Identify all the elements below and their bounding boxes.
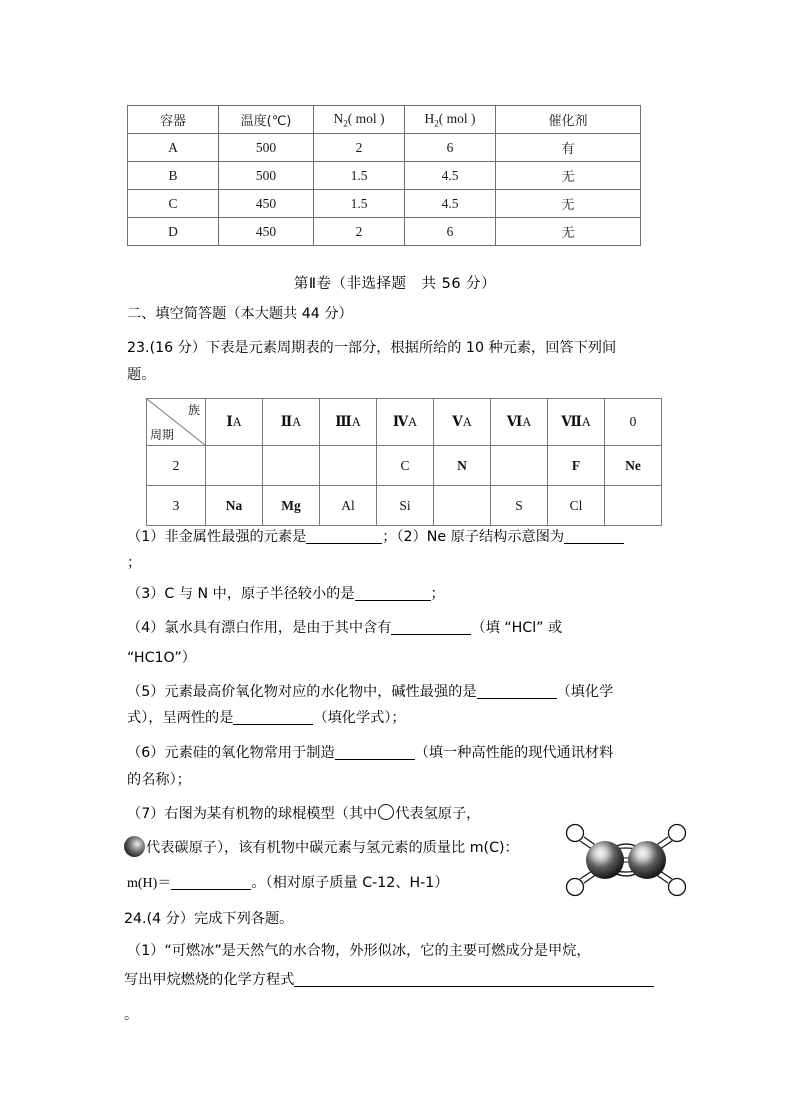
group-header-1A	[206, 399, 263, 446]
q23-item7-text: （7）右图为某有机物的球棍模型（其中	[127, 806, 378, 822]
cell-vessel: A	[128, 134, 219, 162]
element-cell-Ne: Ne	[605, 446, 662, 486]
group-header-0	[605, 399, 662, 446]
periodic-row-period2	[147, 446, 662, 486]
q23-item-2-cont: ；	[127, 555, 142, 571]
periodic-table-fragment	[146, 398, 662, 526]
q23-item6-text: （6）元素硅的氧化物常用于制造	[127, 745, 335, 761]
element-cell-Na: Na	[206, 486, 263, 526]
table-row	[128, 190, 641, 218]
group-header-7A	[548, 399, 605, 446]
group-roman: Ⅵ	[506, 414, 523, 429]
q23-item-7-answer	[127, 872, 449, 895]
q24-stem: 24.(4 分）完成下列各题。	[124, 911, 294, 927]
answer-blank-7[interactable]	[335, 744, 415, 760]
cell-n2: 1.5	[314, 190, 405, 218]
q23-item7-tail: 代表氢原子，	[395, 806, 481, 822]
group-letter: A	[351, 415, 361, 429]
cell-catalyst: 无	[496, 162, 641, 190]
table-row	[128, 134, 641, 162]
group-roman: Ⅶ	[561, 414, 582, 429]
table-row	[128, 218, 641, 246]
carbon-atom-icon	[124, 836, 145, 857]
group-header-4A	[377, 399, 434, 446]
element-cell	[605, 486, 662, 526]
answer-blank-2[interactable]	[564, 528, 624, 544]
q23-item1-text: （1）非金属性最强的元素是	[127, 529, 307, 545]
element-cell-Cl: Cl	[548, 486, 605, 526]
group-letter: A	[408, 415, 418, 429]
answer-blank-8[interactable]	[171, 874, 251, 890]
element-cell-S: S	[491, 486, 548, 526]
cell-n2: 2	[314, 218, 405, 246]
ethylene-svg	[560, 815, 692, 903]
group-roman: Ⅲ	[335, 414, 352, 429]
q23-item6-tail: （填一种高性能的现代通讯材料	[414, 745, 614, 761]
mass-ratio-label: m(H)＝	[127, 876, 172, 891]
group-roman: Ⅳ	[392, 414, 409, 429]
cell-catalyst: 无	[496, 218, 641, 246]
hydrogen-sphere-bottom-left	[567, 879, 584, 896]
q23-item5-text2: 式），呈两性的是	[127, 710, 234, 726]
q23-item5-tail: （填化学	[556, 684, 614, 700]
cell-h2: 4.5	[405, 190, 496, 218]
answer-blank-1[interactable]	[306, 528, 382, 544]
answer-blank-equation[interactable]	[294, 971, 654, 987]
group-letter: A	[232, 415, 242, 429]
q23-item-5-cont	[127, 707, 406, 729]
q24-item-1-period: 。	[124, 1007, 139, 1023]
q23-item5-text: （5）元素最高价氧化物对应的水化物中，碱性最强的是	[127, 684, 477, 700]
q23-item2-text: ；（2）Ne 原子结构示意图为	[382, 529, 565, 545]
hydrogen-sphere-top-right	[669, 825, 686, 842]
element-cell	[263, 446, 320, 486]
answer-blank-3[interactable]	[355, 585, 431, 601]
q23-stem-line2: 题。	[127, 367, 156, 383]
group-roman: Ⅱ	[280, 414, 293, 429]
group-roman: Ⅰ	[226, 414, 233, 429]
q23-item3-text: （3）C 与 N 中，原子半径较小的是	[127, 586, 355, 602]
cell-catalyst: 有	[496, 134, 641, 162]
periodic-header-row	[147, 399, 662, 446]
cell-n2: 2	[314, 134, 405, 162]
cell-temp: 500	[219, 162, 314, 190]
corner-diagonal	[147, 399, 205, 445]
q23-item7-tail2: 。（相对原子质量 C-12、H-1）	[251, 875, 449, 891]
element-cell-C: C	[377, 446, 434, 486]
cell-h2: 6	[405, 218, 496, 246]
q23-item-1-2	[127, 526, 624, 548]
h2-unit: ( mol )	[438, 110, 476, 126]
table-row	[128, 162, 641, 190]
group-roman: Ⅴ	[452, 414, 463, 429]
n2-unit: ( mol )	[347, 110, 385, 126]
corner-group-label: 族	[187, 403, 200, 417]
group-letter: A	[581, 415, 591, 429]
element-cell-F: F	[548, 446, 605, 486]
group-header-5A	[434, 399, 491, 446]
n2-symbol: N	[333, 110, 344, 126]
element-cell	[491, 446, 548, 486]
n2-subscript: 2	[343, 118, 348, 129]
cell-h2: 4.5	[405, 162, 496, 190]
element-cell-Al: Al	[320, 486, 377, 526]
q23-item5-tail2: （填化学式）；	[313, 710, 406, 726]
periodic-row-period3	[147, 486, 662, 526]
element-cell	[320, 446, 377, 486]
q23-item-4	[127, 617, 562, 639]
q23-item-7-cont	[123, 836, 519, 859]
group-letter: A	[462, 415, 472, 429]
header-catalyst: 催化剂	[496, 106, 641, 134]
q23-item-5	[127, 681, 613, 703]
answer-blank-4[interactable]	[391, 619, 471, 635]
q24-equation-label: 写出甲烷燃烧的化学方程式	[124, 972, 295, 988]
h2-subscript: 2	[434, 118, 439, 129]
q23-item-6-cont: 的名称）；	[127, 772, 191, 788]
q23-item-4-cont: “HC1O”）	[127, 650, 196, 666]
q24-item-1-cont	[124, 969, 654, 991]
header-h2	[405, 106, 496, 134]
section-heading: 二、填空简答题（本大题共 44 分）	[127, 306, 353, 322]
group-header-2A	[263, 399, 320, 446]
header-n2	[314, 106, 405, 134]
hydrogen-sphere-bottom-right	[669, 879, 686, 896]
hydrogen-atom-icon	[378, 804, 394, 820]
element-cell	[434, 486, 491, 526]
cell-temp: 500	[219, 134, 314, 162]
element-cell	[206, 446, 263, 486]
cell-n2: 1.5	[314, 162, 405, 190]
q24-item-1: （1）“可燃冰”是天然气的水合物，外形似冰，它的主要可燃成分是甲烷，	[127, 943, 591, 959]
group-letter: A	[522, 415, 532, 429]
cell-temp: 450	[219, 190, 314, 218]
corner-period-label: 周期	[150, 428, 175, 442]
ethylene-ball-and-stick-model	[560, 815, 692, 903]
q23-item-3	[127, 583, 445, 605]
q23-stem-line1: 23.(16 分）下表是元素周期表的一部分，根据所给的 10 种元素，回答下列间	[127, 340, 617, 356]
section-title: 第Ⅱ卷（非选择题 共 56 分）	[293, 276, 497, 292]
table-header-row	[128, 106, 641, 134]
group-header-6A	[491, 399, 548, 446]
q23-item3-tail: ；	[430, 586, 445, 602]
cell-h2: 6	[405, 134, 496, 162]
vessel-conditions-table	[127, 105, 641, 246]
answer-blank-5[interactable]	[477, 683, 557, 699]
cell-vessel: B	[128, 162, 219, 190]
element-cell-Si: Si	[377, 486, 434, 526]
header-temperature: 温度(℃)	[219, 106, 314, 134]
answer-blank-6[interactable]	[233, 709, 313, 725]
q23-item-6	[127, 742, 613, 764]
q23-item4-tail: （填 “HCl” 或	[471, 620, 563, 636]
carbon-sphere-right	[628, 841, 666, 879]
carbon-sphere-left	[586, 841, 624, 879]
cell-catalyst: 无	[496, 190, 641, 218]
cell-vessel: C	[128, 190, 219, 218]
cell-temp: 450	[219, 218, 314, 246]
element-cell-N: N	[434, 446, 491, 486]
cell-vessel: D	[128, 218, 219, 246]
q23-item4-text: （4）氯水具有漂白作用，是由于其中含有	[127, 620, 392, 636]
group-letter: A	[292, 415, 302, 429]
group-roman: 0	[629, 414, 637, 429]
period-label: 2	[147, 446, 206, 486]
q23-item-7	[127, 803, 480, 825]
group-header-3A	[320, 399, 377, 446]
header-vessel: 容器	[128, 106, 219, 134]
corner-header-cell	[147, 399, 206, 446]
q23-item7-text2: 代表碳原子），该有机物中碳元素与氢元素的质量比 m(C)：	[146, 840, 519, 856]
element-cell-Mg: Mg	[263, 486, 320, 526]
h2-symbol: H	[424, 110, 435, 126]
hydrogen-sphere-top-left	[567, 825, 584, 842]
period-label: 3	[147, 486, 206, 526]
